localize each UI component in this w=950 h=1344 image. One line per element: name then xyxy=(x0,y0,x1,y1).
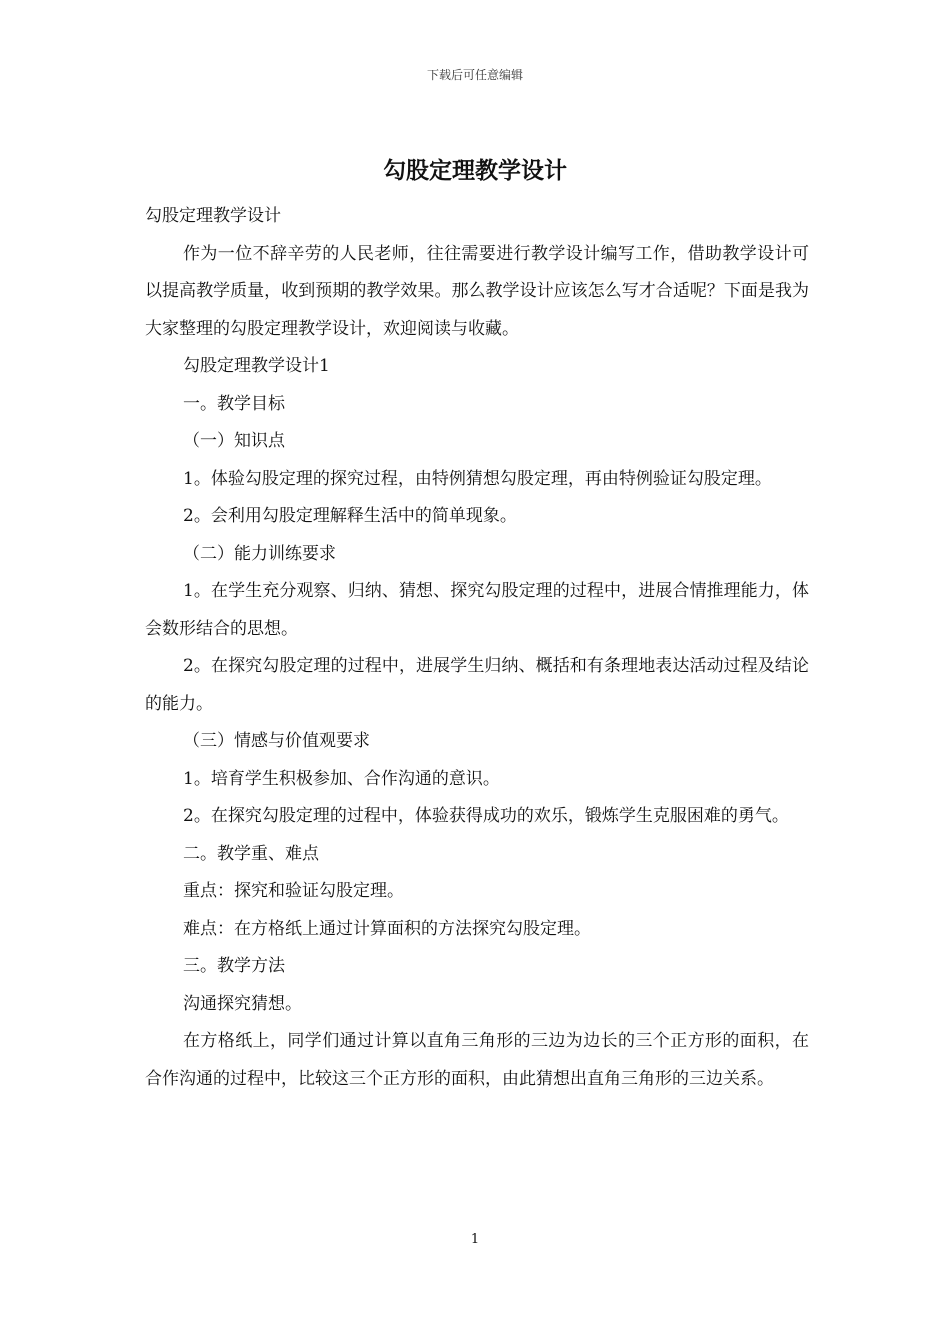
paragraph: 沟通探究猜想。 xyxy=(183,993,302,1014)
subsection-heading: （一）知识点 xyxy=(183,431,285,451)
section-heading: 一。教学目标 xyxy=(183,393,285,414)
document-subtitle: 勾股定理教学设计 xyxy=(145,206,281,226)
paragraph: 1。体验勾股定理的探究过程，由特例猜想勾股定理，再由特例验证勾股定理。 xyxy=(183,468,772,489)
page-number: 1 xyxy=(470,1232,480,1247)
section-heading: 二。教学重、难点 xyxy=(183,843,319,864)
document-title: 勾股定理教学设计 xyxy=(383,157,567,184)
section-heading: 三。教学方法 xyxy=(183,956,285,976)
paragraph: 在方格纸上，同学们通过计算以直角三角形的三边为边长的三个正方形的面积，在合作沟通的过程中，比较这三个正方形的面积，由此猜想出直角三角形的三边关系。 xyxy=(145,1031,809,1089)
subsection-heading: （三）情感与价值观要求 xyxy=(183,731,370,751)
document-body xyxy=(145,198,809,1098)
paragraph: 1。在学生充分观察、归纳、猜想、探究勾股定理的过程中，进展合情推理能力，体会数形结合的思想。 xyxy=(145,581,809,639)
subsection-heading: （二）能力训练要求 xyxy=(183,543,336,564)
paragraph: 2。在探究勾股定理的过程中，进展学生归纳、概括和有条理地表达活动过程及结论的能力。 xyxy=(145,656,809,714)
paragraph: 难点：在方格纸上通过计算面积的方法探究勾股定理。 xyxy=(183,918,591,939)
intro-paragraph: 作为一位不辞辛劳的人民老师，往往需要进行教学设计编写工作，借助教学设计可以提高教学质量，收到预期的教学效果。那么教学设计应该怎么写才合适呢？下面是我为大家整理的勾股定理教学设计，欢迎阅读与收藏。 xyxy=(145,243,809,339)
section-heading: 勾股定理教学设计1 xyxy=(183,356,330,376)
header-note: 下载后可任意编辑 xyxy=(426,68,523,82)
paragraph: 2。在探究勾股定理的过程中，体验获得成功的欢乐，锻炼学生克服困难的勇气。 xyxy=(183,806,789,826)
paragraph: 1。培育学生积极参加、合作沟通的意识。 xyxy=(183,768,500,789)
paragraph: 重点：探究和验证勾股定理。 xyxy=(183,881,404,901)
paragraph: 2。会利用勾股定理解释生活中的简单现象。 xyxy=(183,506,517,526)
